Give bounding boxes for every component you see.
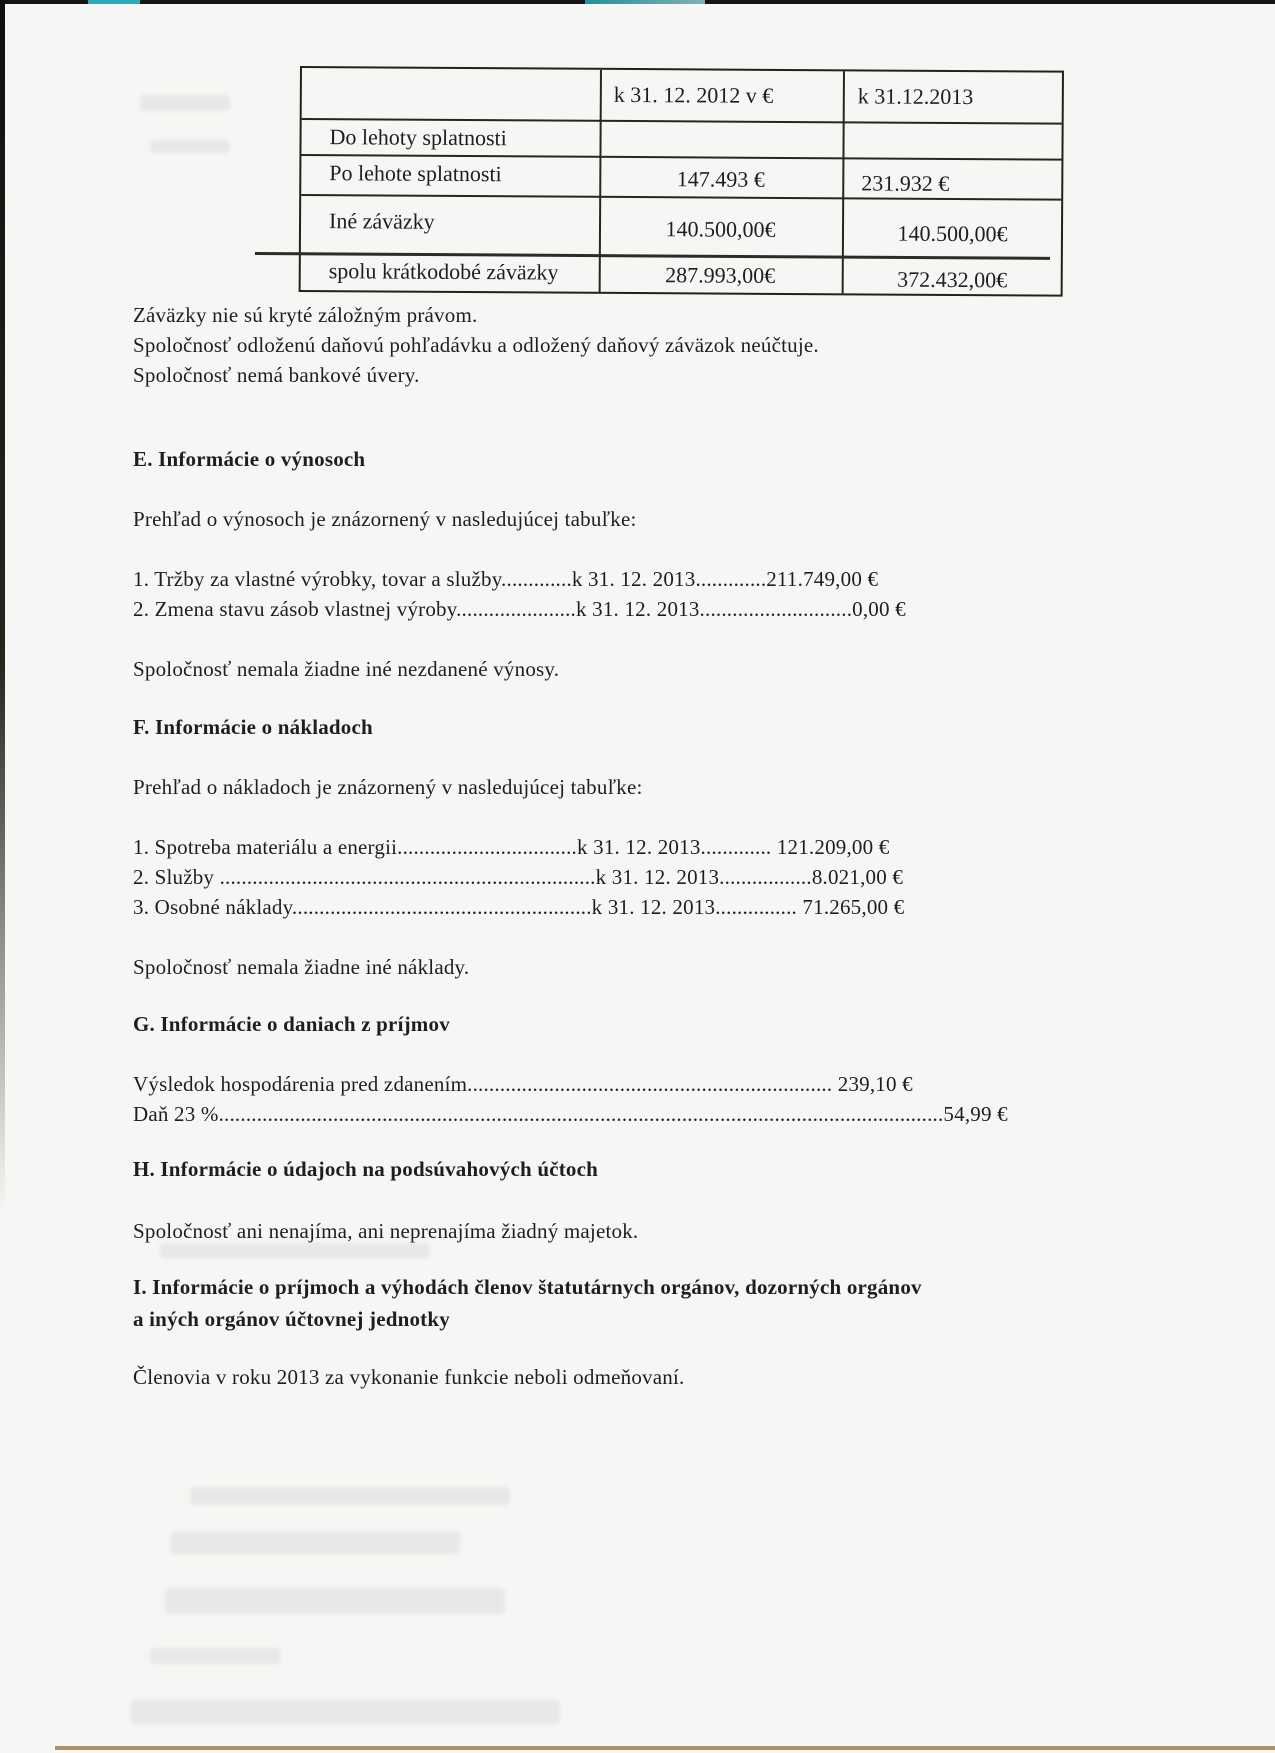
scan-artifact <box>170 1532 460 1554</box>
table-cell-value: 140.500,00€ <box>897 220 1008 247</box>
section-e-item: 1. Tržby za vlastné výrobky, tovar a služby.............k 31. 12. 2013.............211.749,00 € <box>133 567 879 591</box>
table-cell-value: 147.493 € <box>676 166 765 192</box>
section-g-item: Výsledok hospodárenia pred zdanením................................................................... 239,10 € <box>133 1072 913 1096</box>
section-e-intro: Prehľad o výnosoch je znázornený v nasledujúcej tabuľke: <box>133 507 637 531</box>
section-f-item: 3. Osobné náklady.......................................................k 31. 12. 2013............... 71.265,00 € <box>133 895 905 919</box>
section-i-heading: I. Informácie o príjmoch a výhodách členov štatutárnych orgánov, dozorných orgánov <box>133 1275 922 1299</box>
section-f-note: Spoločnosť nemala žiadne iné náklady. <box>133 955 470 979</box>
scan-edge-bottom <box>55 1746 1275 1750</box>
table-gridline <box>302 118 1062 125</box>
section-i-note: Členovia v roku 2013 za vykonanie funkcie neboli odmeňovaní. <box>133 1365 685 1389</box>
table-cell-value: 372.432,00€ <box>897 266 1008 293</box>
liabilities-table <box>299 66 1064 297</box>
table-header-2012: k 31. 12. 2012 v € <box>613 81 774 108</box>
scan-artifact <box>130 1700 560 1724</box>
scan-artifact <box>190 1487 510 1505</box>
section-h-heading: H. Informácie o údajoch na podsúvahových účtoch <box>133 1157 599 1181</box>
section-e-item: 2. Zmena stavu zásob vlastnej výroby......................k 31. 12. 2013............................0,00 € <box>133 597 906 621</box>
section-g-item: Daň 23 %.....................................................................................................................................54,99 € <box>133 1102 1008 1126</box>
section-f-item: 2. Služby .....................................................................k 31. 12. 2013.................8.021,00 € <box>133 865 904 889</box>
scan-edge-cyan-glint <box>88 0 140 4</box>
scan-artifact <box>150 140 230 153</box>
section-g-heading: G. Informácie o daniach z príjmov <box>133 1012 450 1036</box>
table-row-label: Po lehote splatnosti <box>329 160 502 187</box>
scan-artifact <box>150 1648 280 1664</box>
section-i-heading: a iných orgánov účtovnej jednotky <box>133 1307 450 1331</box>
section-h-note: Spoločnosť ani nenajíma, ani neprenajíma žiadný majetok. <box>133 1219 639 1243</box>
note-line: Spoločnosť odloženú daňovú pohľadávku a odložený daňový záväzok neúčtuje. <box>133 333 819 357</box>
table-cell-value: 287.993,00€ <box>665 262 776 288</box>
table-cell-value: 140.500,00€ <box>665 216 776 242</box>
scan-artifact <box>140 95 230 111</box>
note-line: Spoločnosť nemá bankové úvery. <box>133 363 420 387</box>
section-f-item: 1. Spotreba materiálu a energii.................................k 31. 12. 2013............. 121.209,00 € <box>133 835 890 859</box>
table-row-label: Iné záväzky <box>328 208 435 234</box>
table-cell-value: 231.932 € <box>861 170 950 196</box>
section-e-note: Spoločnosť nemala žiadne iné nezdanené výnosy. <box>133 657 560 681</box>
table-gridline <box>301 154 1061 161</box>
table-header-2013: k 31.12.2013 <box>857 83 974 110</box>
scan-edge-left <box>0 0 5 1210</box>
section-f-heading: F. Informácie o nákladoch <box>133 715 373 739</box>
table-row-label: Do lehoty splatnosti <box>329 124 507 151</box>
table-row-label: spolu krátkodobé záväzky <box>328 258 559 285</box>
section-f-intro: Prehľad o nákladoch je znázornený v nasledujúcej tabuľke: <box>133 775 643 799</box>
section-e-heading: E. Informácie o výnosoch <box>133 447 366 471</box>
scan-edge-cyan-glint <box>585 0 705 4</box>
scan-artifact <box>165 1588 505 1614</box>
scan-artifact <box>160 1243 430 1258</box>
note-line: Záväzky nie sú kryté záložným právom. <box>133 303 478 327</box>
